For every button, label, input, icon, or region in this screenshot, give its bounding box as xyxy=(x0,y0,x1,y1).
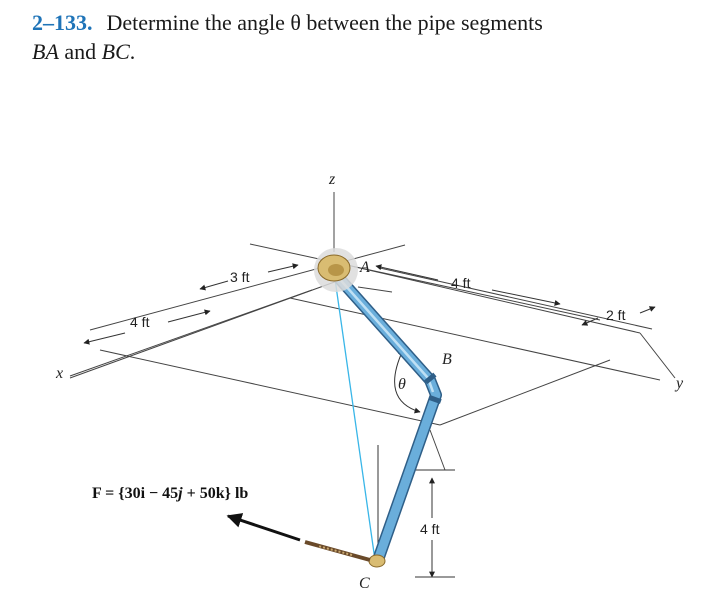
point-b-label: B xyxy=(442,351,452,368)
point-c-label: C xyxy=(359,575,370,592)
dimension-4ft-vertical: 4 ft xyxy=(420,521,440,537)
axis-z-label: z xyxy=(329,171,336,188)
segment-ba-label: BA xyxy=(32,39,59,64)
coordinate-axes xyxy=(70,192,675,378)
point-a-label: A xyxy=(360,259,370,276)
force-equation-j: j xyxy=(178,485,183,502)
force-equation-part-2: + 50k} lb xyxy=(182,485,249,502)
force-arrow xyxy=(228,516,370,560)
problem-number: 2–133. xyxy=(32,10,93,35)
force-equation-part-1: F = {30i − 45 xyxy=(92,485,179,502)
dimension-4ft-left: 4 ft xyxy=(130,314,150,330)
dimension-4ft-top: 4 ft xyxy=(451,275,471,291)
axis-y-label: y xyxy=(676,375,684,392)
dimension-2ft: 2 ft xyxy=(606,307,626,323)
problem-text-period: . xyxy=(129,39,136,64)
problem-text-line-1: Determine the angle θ between the pipe segments xyxy=(106,10,543,35)
ceiling-plane xyxy=(70,244,660,470)
axis-x-label: x xyxy=(56,365,64,382)
dimension-3ft: 3 ft xyxy=(230,269,250,285)
problem-text-and: and xyxy=(58,39,102,64)
end-fitting-c xyxy=(369,555,385,567)
flange-a xyxy=(314,248,358,292)
force-equation xyxy=(92,485,248,502)
angle-theta-label: θ xyxy=(398,376,406,393)
segment-bc-label: BC xyxy=(101,39,130,64)
